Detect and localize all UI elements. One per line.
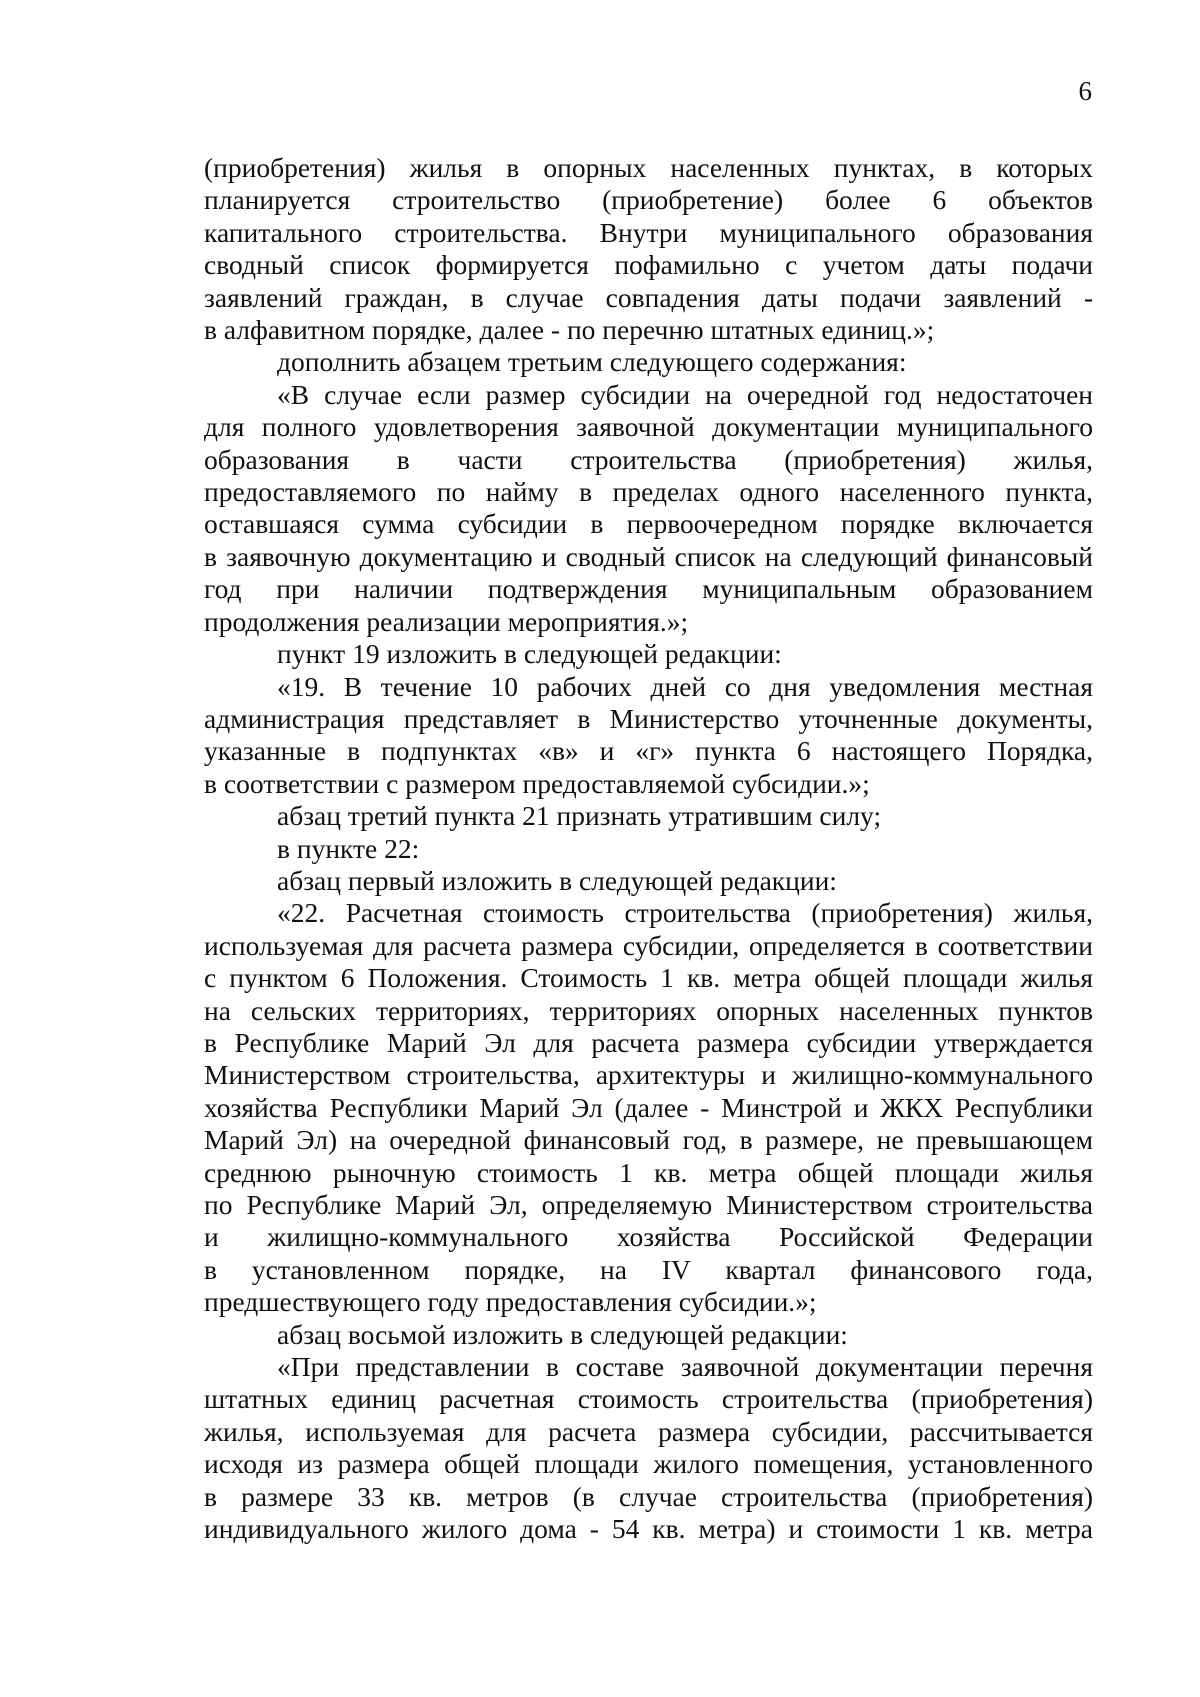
text-line: по Республике Марий Эл, определяемую Министерством строительства [204, 1189, 1093, 1220]
text-line: жилья, используемая для расчета размера субсидии, рассчитывается [204, 1415, 1093, 1447]
text-line: заявлений граждан, в случае совпадения даты подачи заявлений - [204, 281, 1093, 313]
text-line: предоставляемого по найму в пределах одного населенного пункта, [204, 476, 1093, 508]
paragraph [204, 638, 1093, 670]
text-line: указанные в подпунктах «в» и «г» пункта 6 настоящего Порядка, [204, 735, 1093, 767]
text-line: Министерством строительства, архитектуры и жилищно-коммунального [204, 1059, 1093, 1091]
document-body [204, 152, 1093, 1545]
text-line: (приобретения) жилья в опорных населенных пунктах, в которых [204, 152, 1093, 183]
paragraph [204, 1319, 1093, 1351]
page-number: 6 [1078, 76, 1092, 106]
text-line: с пунктом 6 Положения. Стоимость 1 кв. метра общей площади жилья [204, 962, 1093, 994]
text-line: в размере 33 кв. метров (в случае строительства (приобретения) [204, 1480, 1093, 1512]
text-line: в пункте 22: [277, 832, 420, 864]
text-line: «22. Расчетная стоимость строительства (приобретения) жилья, [277, 897, 1093, 929]
text-line: «В случае если размер субсидии на очередной год недостаточен [277, 378, 1093, 410]
text-line: «19. В течение 10 рабочих дней со дня уведомления местная [277, 670, 1093, 702]
text-line: и жилищно-коммунального хозяйства Российской Федерации [204, 1221, 1093, 1253]
text-line: на сельских территориях, территориях опорных населенных пунктов [204, 994, 1093, 1026]
text-line: продолжения реализации мероприятия.»; [204, 605, 689, 637]
text-line: Марий Эл) на очередной финансовый год, в размере, не превышающем [204, 1124, 1093, 1156]
text-line: «При представлении в составе заявочной документации перечня [277, 1351, 1093, 1383]
text-line: в установленном порядке, на IV квартал финансового года, [204, 1253, 1093, 1285]
text-line: в алфавитном порядке, далее - по перечню штатных единиц.»; [204, 314, 935, 346]
text-line: среднюю рыночную стоимость 1 кв. метра общей площади жилья [204, 1156, 1093, 1188]
paragraph [204, 152, 1093, 346]
text-line: индивидуального жилого дома - 54 кв. метра) и стоимости 1 кв. метра [204, 1513, 1093, 1545]
text-line: абзац восьмой изложить в следующей редакции: [277, 1318, 848, 1350]
text-line: пункт 19 изложить в следующей редакции: [277, 638, 782, 670]
text-line: для полного удовлетворения заявочной документации муниципального [204, 411, 1093, 443]
text-line: сводный список формируется пофамильно с учетом даты подачи [204, 249, 1093, 281]
paragraph [204, 671, 1093, 801]
paragraph [204, 897, 1093, 1318]
text-line: капитального строительства. Внутри муниципального образования [204, 216, 1093, 248]
text-line: абзац первый изложить в следующей редакции: [277, 864, 837, 896]
text-line: предшествующего году предоставления субсидии.»; [204, 1286, 817, 1318]
text-line: образования в части строительства (приобретения) жилья, [204, 443, 1093, 475]
text-line: хозяйства Республики Марий Эл (далее - Минстрой и ЖКХ Республики [204, 1091, 1093, 1123]
text-line: планируется строительство (приобретение) более 6 объектов [204, 184, 1093, 216]
text-line: исходя из размера общей площади жилого помещения, установленного [204, 1448, 1093, 1480]
paragraph [204, 1351, 1093, 1545]
text-line: дополнить абзацем третьим следующего содержания: [277, 346, 907, 378]
text-line: оставшаяся сумма субсидии в первоочередном порядке включается [204, 508, 1093, 540]
paragraph [204, 800, 1093, 832]
text-line: администрация представляет в Министерство уточненные документы, [204, 702, 1093, 734]
text-line: штатных единиц расчетная стоимость строительства (приобретения) [204, 1383, 1093, 1415]
text-line: используемая для расчета размера субсидии, определяется в соответствии [204, 929, 1093, 961]
paragraph [204, 379, 1093, 638]
paragraph [204, 833, 1093, 865]
text-line: в соответствии с размером предоставляемой субсидии.»; [204, 767, 870, 799]
paragraph [204, 346, 1093, 378]
text-line: в заявочную документацию и сводный список на следующий финансовый [204, 540, 1093, 572]
text-line: год при наличии подтверждения муниципальным образованием [204, 573, 1093, 605]
text-line: абзац третий пункта 21 признать утратившим силу; [277, 800, 882, 832]
paragraph [204, 865, 1093, 897]
text-line: в Республике Марий Эл для расчета размера субсидии утверждается [204, 1026, 1093, 1058]
